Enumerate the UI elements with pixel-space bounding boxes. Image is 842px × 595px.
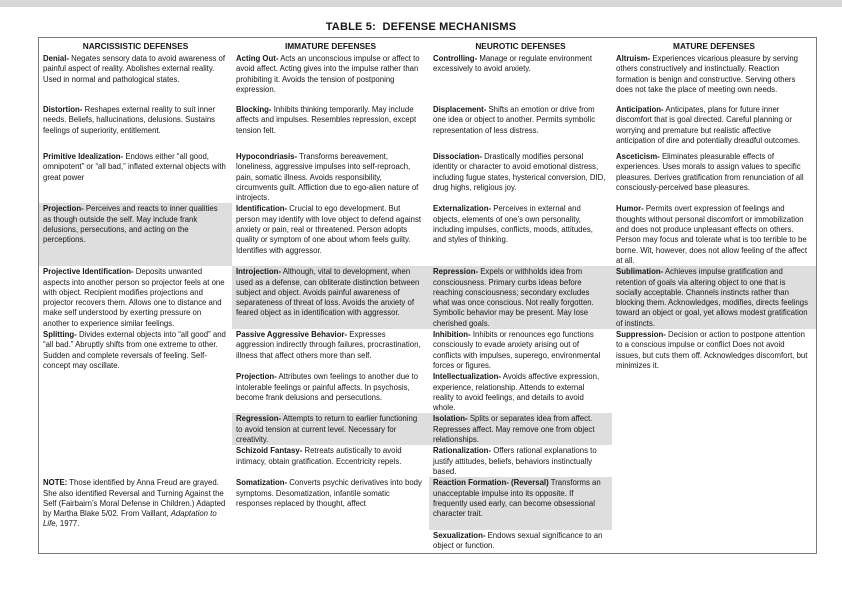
defense-cell-passive-aggressive-behavior xyxy=(232,329,429,371)
defense-term: Reaction Formation- (Reversal) xyxy=(433,478,549,488)
defense-mechanisms-table xyxy=(38,37,817,554)
defense-term: Rationalization- xyxy=(433,446,492,456)
column-header-mature-defenses: MATURE DEFENSES xyxy=(673,41,755,51)
defense-term: Controlling- xyxy=(433,54,478,63)
defense-cell-sexualization xyxy=(429,530,612,552)
table-title: TABLE 5: DEFENSE MECHANISMS xyxy=(325,21,517,33)
defense-description: Attributes own feelings to another due to intolerable feelings or painful affects. In psychosis, become frank delusions and persecutions. xyxy=(236,372,419,402)
defense-description: Offers rational explanations to justify attitudes, beliefs, behaviors instinctually based. xyxy=(433,446,597,476)
defense-term: Repression- xyxy=(433,267,479,277)
defense-term: Projection- xyxy=(236,372,277,382)
defense-description: Shifts an emotion or drive from one idea or object to another. Permits symbolic representation of less distress. xyxy=(433,105,596,135)
table-grid xyxy=(39,38,816,553)
defense-cell-blocking xyxy=(232,104,429,151)
column-header-immature-defenses: IMMATURE DEFENSES xyxy=(284,41,377,51)
defense-cell-denial xyxy=(39,53,232,104)
defense-cell-identification xyxy=(232,203,429,266)
defense-cell-displacement xyxy=(429,104,612,151)
defense-term: Humor- xyxy=(616,204,644,214)
defense-term: Identification- xyxy=(236,204,288,214)
defense-description: Crucial to ego development. But person may identify with love object to defend against anxiety or pain, real or threatened. Person adopts quality or symptom of one about whom feels guilty. Identifies with aggressor. xyxy=(236,204,422,255)
defense-description: Although, vital to development, when used as a defense, can obliterate distinction between subject and object. Avoids painful awareness of separateness of threat of loss. Avoids the anxiety of feared object as in identification with aggressor. xyxy=(236,267,420,318)
defense-cell-asceticism xyxy=(612,151,816,203)
defense-description: Endows either “all good, omnipotent” or “all bad,” inflated external objects with great power xyxy=(43,152,226,182)
defense-term: Anticipation- xyxy=(616,105,664,114)
column-header-narcissistic-defenses: NARCISSISTIC DEFENSES xyxy=(82,41,189,51)
defense-description: Inhibits thinking temporarily. May include affects and impulses. Resembles repression, except tension felt. xyxy=(236,105,417,135)
defense-description: Endows sexual significance to an object or function. xyxy=(433,530,603,550)
defense-description: Transforms bereavement, loneliness, aggressive impulses into self-reproach, pain, somatic illness. Avoids responsibility, circumvents guilt. Affliction due to ego-alien nature of introjects. xyxy=(236,152,419,203)
defense-term: Projection- xyxy=(43,204,84,214)
defense-cell-suppression xyxy=(612,329,816,371)
defense-cell-reaction-formation-reversal xyxy=(429,477,612,529)
note-book-title: Adaptation to Life xyxy=(43,509,217,529)
defense-description: Eliminates pleasurable effects of experiences. Uses morals to assign values to specific pleasures. Derives gratification from renunciation of all consciously-perceived base pleasures. xyxy=(616,152,804,192)
defense-description: Perceives and reacts to inner qualities as though outside the self. May include frank delusions, persecutions, and acting on the perceptions. xyxy=(43,204,218,245)
defense-description: Permits overt expression of feelings and thoughts without personal discomfort or immobilization and does not produce unpleasant effects on others. Person may focus and tolerate what is too terrible to be borne. Wit, however, does not allow feeling of the affect at all. xyxy=(616,204,807,265)
defense-term: Isolation- xyxy=(433,414,468,424)
defense-description: Divides external objects into “all good” and “all bad.” Abruptly shifts from one extreme to other. Sudden and complete reversals of feeling. Self-concept may oscillate. xyxy=(43,330,226,370)
defense-description: Decision or action to postpone attention to a conscious impulse or conflict Does not avoid issues, but cuts them off. Acknowledges discomfort, but minimizes it. xyxy=(616,330,808,370)
defense-cell-rationalization xyxy=(429,445,612,477)
defense-cell-anticipation xyxy=(612,104,816,151)
defense-term: Regression- xyxy=(236,414,282,424)
defense-description: Inhibits or renounces ego functions consciously to evade anxiety arising out of conflicts with impulses, superego, environmental forces or figures. xyxy=(433,330,601,370)
defense-cell-acting-out xyxy=(232,53,429,104)
defense-cell-repression xyxy=(429,266,612,329)
defense-term: Primitive Idealization- xyxy=(43,152,124,161)
defense-description: Avoids affective expression, experience, relationship. Attends to external reality to avoid feelings, and details to avoid whole. xyxy=(433,372,600,413)
defense-term: Schizoid Fantasy- xyxy=(236,446,303,456)
defense-cell-isolation xyxy=(429,413,612,445)
defense-term: Projective Identification- xyxy=(43,267,134,277)
defense-cell-projection xyxy=(232,371,429,413)
defense-description: Negates sensory data to avoid awareness of painful aspect of reality. Abolishes external reality. Used in normal and pathological states. xyxy=(43,54,226,84)
defense-term: Somatization- xyxy=(236,478,288,488)
defense-term: Acting Out- xyxy=(236,54,279,63)
defense-cell-controlling xyxy=(429,53,612,104)
defense-term: Externalization- xyxy=(433,204,492,214)
defense-description: Expresses aggression indirectly through failures, procrastination, illness that affect others more than self. xyxy=(236,330,421,360)
defense-description: Reshapes external reality to suit inner needs. Beliefs, hallucinations, delusions. Sustains feelings of superiority, entitlement. xyxy=(43,105,216,135)
defense-description: Attempts to return to earlier functioning to avoid tension at current level. Necessary for creativity. xyxy=(236,414,418,445)
column-header-neurotic-defenses: NEUROTIC DEFENSES xyxy=(475,41,566,51)
defense-description: Acts an unconscious impulse or affect to avoid affect. Acting gives into the impulse rather than prohibiting it. Avoids the tension of postponing expression. xyxy=(236,54,420,94)
defense-cell-intellectualization xyxy=(429,371,612,413)
defense-term: Introjection- xyxy=(236,267,282,277)
defense-description: Manage or regulate environment excessively to avoid anxiety. xyxy=(433,54,593,74)
defense-cell-dissociation xyxy=(429,151,612,203)
page-top-edge xyxy=(0,0,842,7)
defense-cell-schizoid-fantasy xyxy=(232,445,429,477)
defense-term: Denial- xyxy=(43,54,69,63)
defense-term: Intellectualization- xyxy=(433,372,502,382)
defense-description: Experiences vicarious pleasure by serving others constructively and instinctually. Reaction formation is benign and constructive. Serving others does not take the place of meeting own needs. xyxy=(616,54,799,94)
defense-term: Distortion- xyxy=(43,105,83,114)
defense-cell-altruism xyxy=(612,53,816,104)
defense-description: Drastically modifies personal identity or character to avoid emotional distress, including fugue states, hysterical conversion, DID, drug highs, religious joy. xyxy=(433,152,606,192)
defense-cell-projection xyxy=(39,203,232,266)
defense-cell-primitive-idealization xyxy=(39,151,232,203)
defense-cell-splitting xyxy=(39,329,232,371)
defense-term: Displacement- xyxy=(433,105,487,114)
defense-cell-somatization xyxy=(232,477,429,529)
defense-description: Splits or separates idea from affect. Represses affect. May remove one from object relationships. xyxy=(433,414,595,445)
defense-term: Splitting- xyxy=(43,330,77,340)
defense-cell-introjection xyxy=(232,266,429,329)
defense-cell-regression xyxy=(232,413,429,445)
defense-term: Altruism- xyxy=(616,54,651,63)
defense-term: Dissociation- xyxy=(433,152,482,161)
defense-description: Transforms an unacceptable impulse into its opposite. If frequently used early, can become obsessional character trait. xyxy=(433,478,601,519)
defense-term: Hypocondriasis- xyxy=(236,152,298,161)
defense-description: Retreats autistically to avoid intimacy, obtain gratification. Eccentricity repels. xyxy=(236,446,402,466)
defense-term: Sexualization- xyxy=(433,530,486,540)
defense-term: Blocking- xyxy=(236,105,272,114)
defense-cell-projective-identification xyxy=(39,266,232,329)
defense-cell-humor xyxy=(612,203,816,266)
note-cell xyxy=(39,477,232,529)
note-year: , 1977. xyxy=(55,519,80,529)
defense-term: Inhibition- xyxy=(433,330,471,340)
defense-description: Expels or withholds idea from consciousness. Primary curbs ideas before reaching consciousness; secondary excludes what was once conscious. Not really forgotten. Symbolic behavior may be present. May lose cherished goals. xyxy=(433,267,594,328)
defense-description: Deposits unwanted aspects into another person so projector feels at one with object. Recipient modifies projections and projector recovers them. Allows one to distance and make self understood by exerting pressure on another to experience similar feelings. xyxy=(43,267,225,328)
defense-term: Sublimation- xyxy=(616,267,664,277)
defense-cell-sublimation xyxy=(612,266,816,329)
defense-term: Passive Aggressive Behavior- xyxy=(236,330,348,340)
defense-description: Anticipates, plans for future inner discomfort that is goal directed. Careful planning or worrying and premature but realistic affective anticipation of dire and potentially dreadful outcomes. xyxy=(616,105,801,145)
note-text: Those identified by Anna Freud are grayed. She also identified Reversal and Turning Against the Self (Fairbairn’s Moral Defense in Children.) Adapted by Martha Blake 5/02. From Vaillant, xyxy=(43,478,226,519)
defense-term: Suppression- xyxy=(616,330,666,340)
defense-description: Achieves impulse gratification and retention of goals via altering object to one that is socially acceptable. Channels instincts rather than blocking them. Acknowledges, modifies, directs feelings toward an object or goal, yet allows modest gratification of instincts. xyxy=(616,267,808,328)
note-label: NOTE: xyxy=(43,478,68,488)
defense-description: Perceives in external and objects, elements of one’s own personality, including impulses, conflicts, moods, attitudes, and styles of thinking. xyxy=(433,204,593,245)
defense-cell-externalization xyxy=(429,203,612,266)
defense-cell-inhibition xyxy=(429,329,612,371)
defense-cell-hypocondriasis xyxy=(232,151,429,203)
defense-cell-distortion xyxy=(39,104,232,151)
defense-description: Converts psychic derivatives into body symptoms. Desomatization, infantile somatic responses replaced by thought, affect xyxy=(236,478,422,508)
defense-term: Asceticism- xyxy=(616,152,660,161)
